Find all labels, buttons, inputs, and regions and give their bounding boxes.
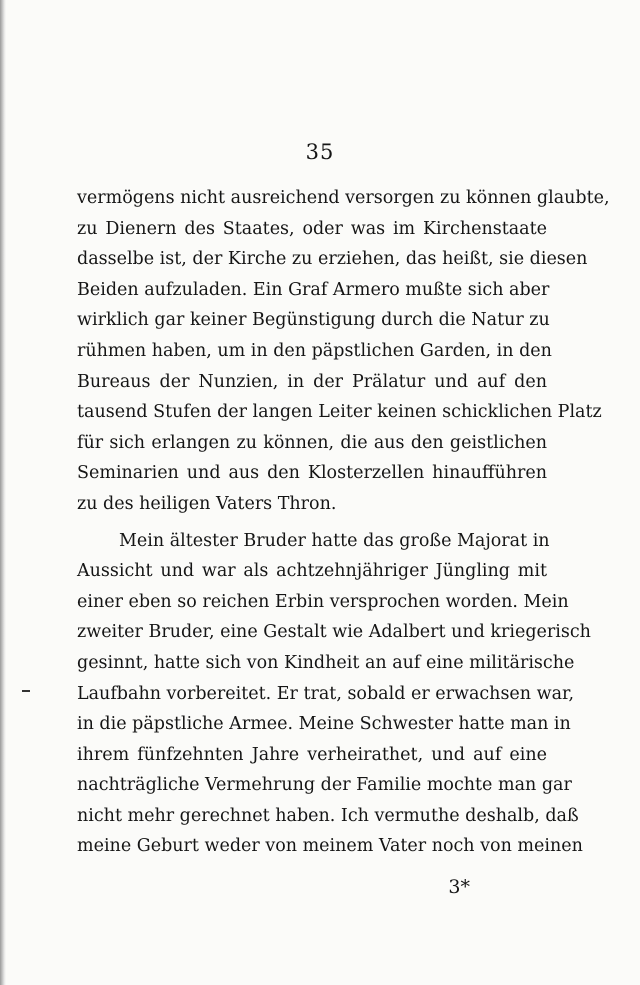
text-line: ihrem fünfzehnten Jahre verheirathet, und auf eine <box>77 744 547 765</box>
paragraph-2 <box>77 526 591 863</box>
text-line: Aussicht und war als achtzehnjähriger Jüngling mit <box>77 561 547 582</box>
text-line: für sich erlangen zu können, die aus den geistlichen <box>77 432 547 453</box>
text-line: nachträgliche Vermehrung der Familie mochte man gar <box>77 775 572 796</box>
page-number: 35 <box>305 140 335 164</box>
text-line: Laufbahn vorbereitet. Er trat, sobald er erwachsen war, <box>77 683 575 704</box>
paragraph-1 <box>77 183 610 520</box>
text-line: einer eben so reichen Erbin versprochen worden. Mein <box>77 591 569 612</box>
text-line: meine Geburt weder von meinem Vater noch von meinen <box>77 836 583 857</box>
text-line: gesinnt, hatte sich von Kindheit an auf eine militärische <box>77 652 575 673</box>
margin-mark <box>22 690 30 692</box>
text-line: Mein ältester Bruder hatte das große Majorat in <box>119 530 550 551</box>
text-line: rühmen haben, um in den päpstlichen Garden, in den <box>77 340 552 361</box>
text-line: Beiden aufzuladen. Ein Graf Armero mußte sich aber <box>77 279 550 300</box>
text-line: zu des heiligen Vaters Thron. <box>77 493 337 514</box>
text-line: vermögens nicht ausreichend versorgen zu können glaubte, <box>77 188 610 208</box>
signature-mark: 3* <box>448 876 470 898</box>
text-body <box>77 183 610 862</box>
text-line: dasselbe ist, der Kirche zu erziehen, das heißt, sie diesen <box>77 249 588 270</box>
text-line: Bureaus der Nunzien, in der Prälatur und auf den <box>77 371 547 392</box>
text-line: nicht mehr gerechnet haben. Ich vermuthe deshalb, daß <box>77 805 579 826</box>
text-line: zweiter Bruder, eine Gestalt wie Adalbert und kriegerisch <box>77 622 591 643</box>
text-line: zu Dienern des Staates, oder was im Kirchenstaate <box>77 218 547 239</box>
text-line: in die päpstliche Armee. Meine Schwester hatte man in <box>77 714 571 735</box>
text-line: wirklich gar keiner Begünstigung durch die Natur zu <box>77 310 550 331</box>
text-line: Seminarien und aus den Klosterzellen hinaufführen <box>77 463 547 484</box>
text-line: tausend Stufen der langen Leiter keinen schicklichen Platz <box>77 402 602 423</box>
